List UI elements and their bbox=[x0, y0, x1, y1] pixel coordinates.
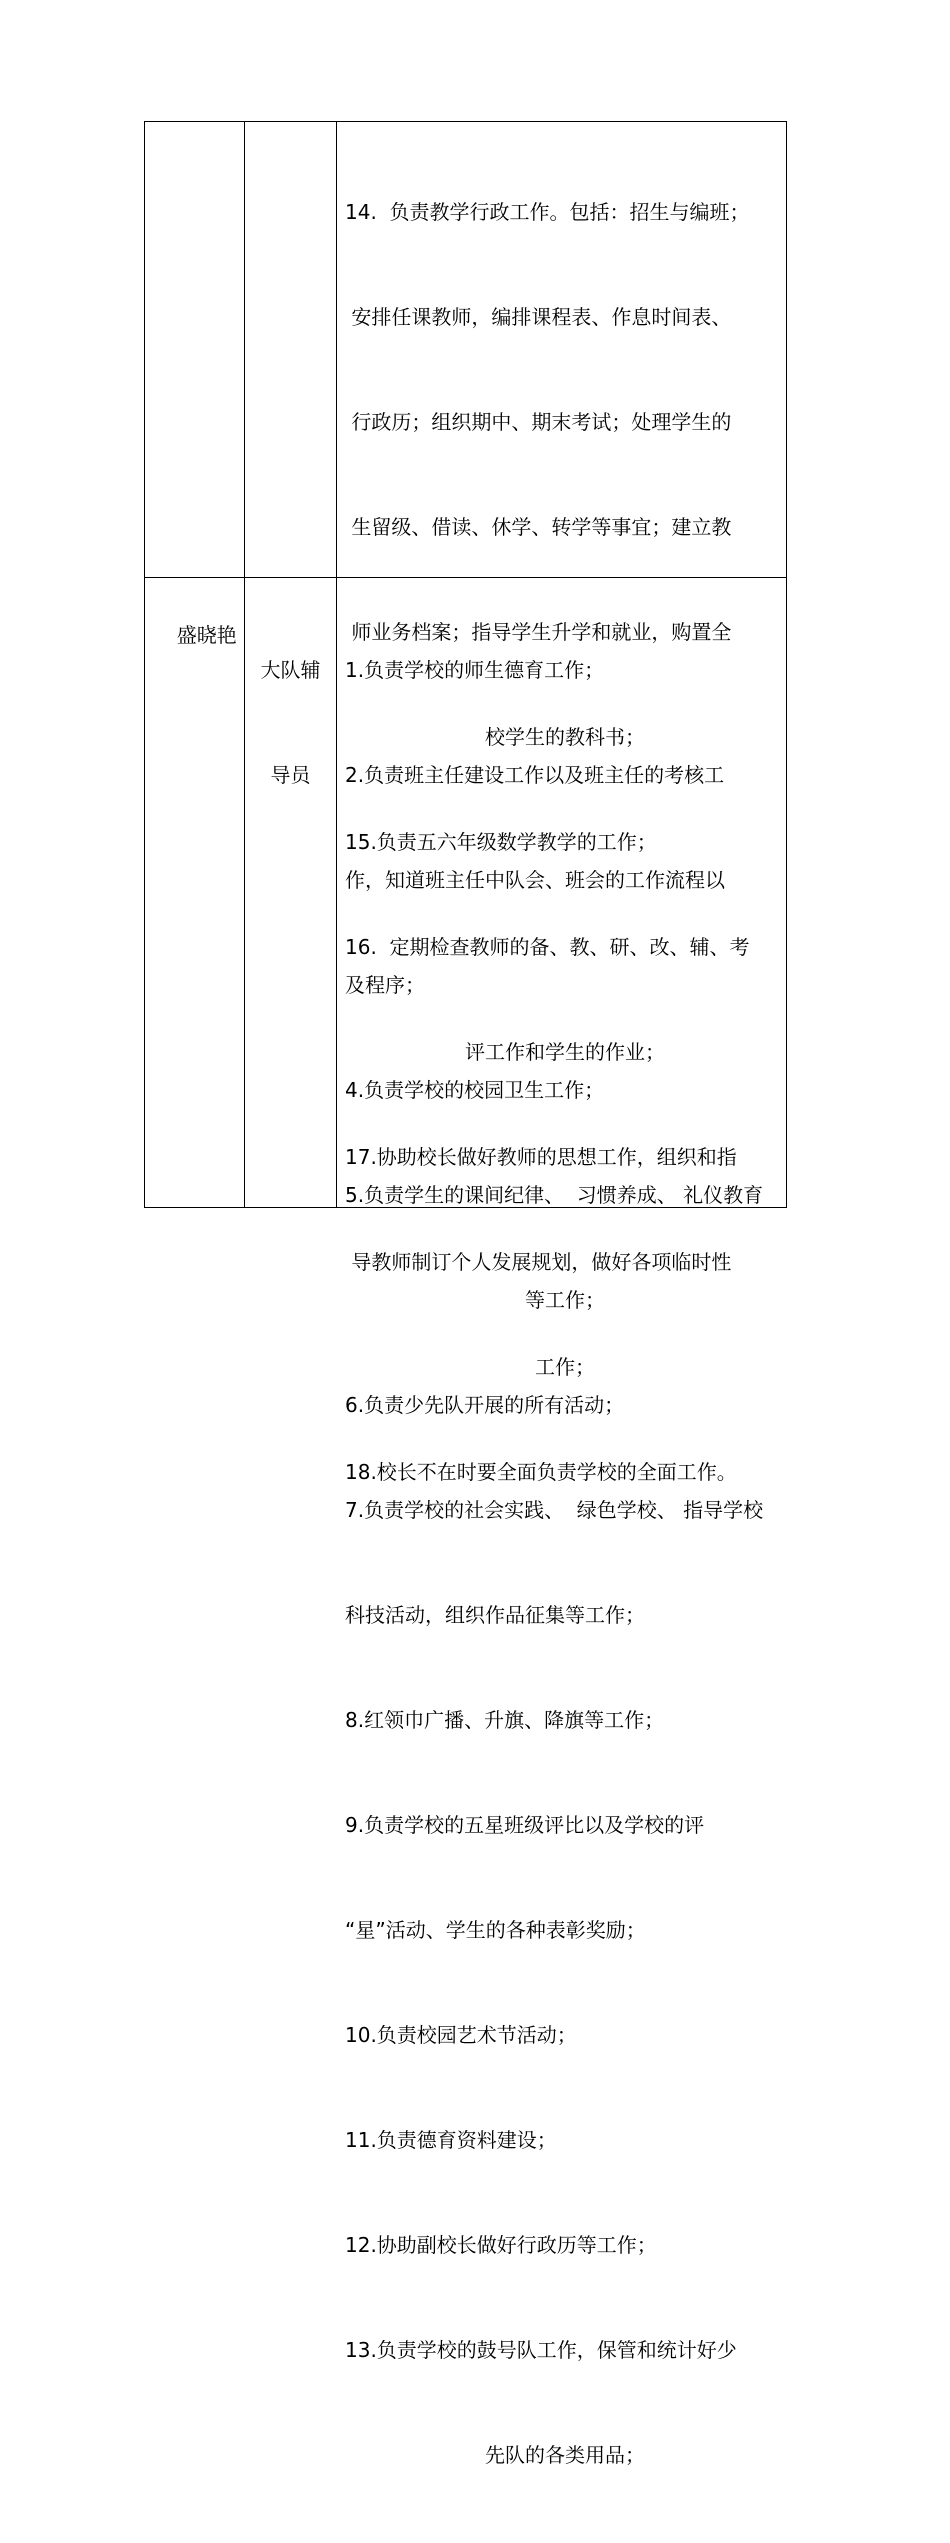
duty-line: 行政历；组织期中、期末考试；处理学生的 bbox=[345, 410, 732, 434]
duty-line: 评工作和学生的作业； bbox=[465, 1040, 665, 1064]
table-row-2-duties bbox=[345, 583, 785, 2543]
duty-line: 13.负责学校的鼓号队工作，保管和统计好少 bbox=[345, 2338, 737, 2362]
duty-line: 生留级、借读、休学、转学等事宜；建立教 bbox=[345, 515, 732, 539]
table-row-2-name bbox=[144, 583, 244, 688]
duty-line: 18.校长不在时要全面负责学校的全面工作。 bbox=[345, 1460, 737, 1484]
duty-line: 师业务档案；指导学生升学和就业，购置全 bbox=[345, 620, 732, 644]
duty-line: “星”活动、学生的各种表彰奖励； bbox=[345, 1918, 646, 1942]
duty-line: 先队的各类用品； bbox=[485, 2443, 645, 2467]
duty-line: 7.负责学校的社会实践、 绿色学校、 指导学校 bbox=[345, 1498, 764, 1522]
duty-line: 2.负责班主任建设工作以及班主任的考核工 bbox=[345, 763, 725, 787]
duty-table bbox=[144, 121, 787, 2467]
duty-line: 工作； bbox=[535, 1355, 595, 1379]
table-row-2-role bbox=[245, 583, 336, 863]
duty-line: 12.协助副校长做好行政历等工作； bbox=[345, 2233, 657, 2257]
duty-line: 科技活动，组织作品征集等工作； bbox=[345, 1603, 645, 1627]
duty-line: 14. 负责教学行政工作。包括：招生与编班； bbox=[345, 200, 750, 224]
duty-line: 17.协助校长做好教师的思想工作，组织和指 bbox=[345, 1145, 737, 1169]
duty-line: 15.负责五六年级数学教学的工作； bbox=[345, 830, 657, 854]
duty-line: 10.负责校园艺术节活动； bbox=[345, 2023, 577, 2047]
duty-line: 8.红领巾广播、升旗、降旗等工作； bbox=[345, 1708, 665, 1732]
duty-line: 作，知道班主任中队会、班会的工作流程以 bbox=[345, 868, 725, 892]
duty-line: 等工作； bbox=[525, 1288, 605, 1312]
duty-line: 4.负责学校的校园卫生工作； bbox=[345, 1078, 605, 1102]
duty-line: 1.负责学校的师生德育工作； bbox=[345, 658, 605, 682]
table-border-right bbox=[786, 121, 787, 1208]
duty-line: 安排任课教师，编排课程表、作息时间表、 bbox=[345, 305, 732, 329]
duty-line: 9.负责学校的五星班级评比以及学校的评 bbox=[345, 1813, 705, 1837]
column-divider-2 bbox=[336, 121, 337, 1208]
duty-line: 导教师制订个人发展规划，做好各项临时性 bbox=[345, 1250, 732, 1274]
table-row-1-name bbox=[144, 125, 244, 230]
name-text: 盛晓艳 bbox=[176, 623, 237, 647]
duty-line: 6.负责少先队开展的所有活动； bbox=[345, 1393, 625, 1417]
role-line: 大队辅 bbox=[260, 658, 321, 682]
duty-line: 16. 定期检查教师的备、教、研、改、辅、考 bbox=[345, 935, 750, 959]
table-border-top bbox=[144, 121, 787, 122]
duty-line: 校学生的教科书； bbox=[485, 725, 645, 749]
duty-line: 及程序； bbox=[345, 973, 425, 997]
role-line: 导员 bbox=[270, 763, 311, 787]
duty-line: 5.负责学生的课间纪律、 习惯养成、 礼仪教育 bbox=[345, 1183, 764, 1207]
duty-line: 11.负责德育资料建设； bbox=[345, 2128, 557, 2152]
